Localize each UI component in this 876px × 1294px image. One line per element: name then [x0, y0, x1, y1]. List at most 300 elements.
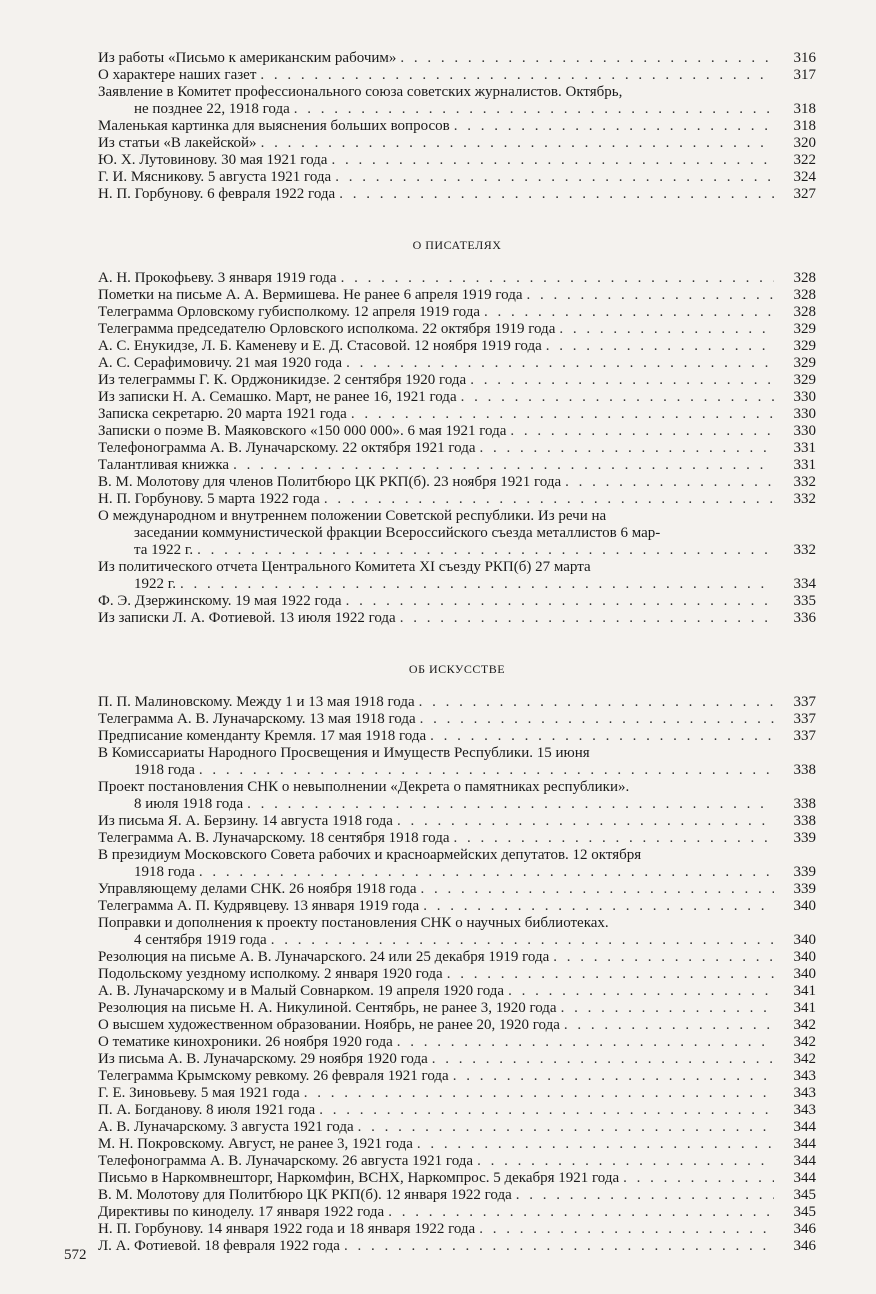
dot-leader: [546, 338, 774, 355]
section-heading: ОБ ИСКУССТВЕ: [408, 662, 506, 676]
toc-entry-title: А. В. Луначарскому и в Малый Совнарком. 19 апреля 1920 года: [98, 983, 505, 999]
toc-entry-title: Предписание коменданту Кремля. 17 мая 1918 года: [98, 728, 427, 744]
toc-entry: [98, 728, 816, 745]
toc-entry-title: Ф. Э. Дзержинскому. 19 мая 1922 года: [98, 593, 342, 609]
dot-leader: [388, 1204, 774, 1221]
toc-entry-page: 336: [793, 610, 816, 626]
toc-entry-page: 330: [793, 406, 816, 422]
dot-leader: [516, 1187, 774, 1204]
dot-leader: [180, 576, 774, 593]
dot-leader: [423, 898, 774, 915]
toc-entry-title: В. М. Молотову для Политбюро ЦК РКП(б). 12 января 1922 года: [98, 1187, 512, 1203]
toc-entry-title: Из статьи «В лакейской»: [98, 135, 257, 151]
toc-entry-title: Телеграмма А. П. Кудрявцеву. 13 января 1919 года: [98, 898, 420, 914]
toc-entry-title: Записки о поэме В. Маяковского «150 000 000». 6 мая 1921 года: [98, 423, 507, 439]
dot-leader: [247, 796, 774, 813]
toc-entry: [98, 745, 816, 779]
toc-entry-page: 328: [793, 270, 816, 286]
toc-entry-line: [98, 84, 816, 101]
toc-entry-title: Из письма Я. А. Берзину. 14 августа 1918 года: [98, 813, 393, 829]
toc-entry: [98, 1068, 816, 1085]
toc-entry-line: [98, 1238, 816, 1255]
toc-entry-line: [98, 949, 816, 966]
toc-entry-line: [98, 779, 816, 796]
toc-entry: [98, 1119, 816, 1136]
dot-leader: [351, 406, 774, 423]
toc-entry: [98, 1136, 816, 1153]
toc-entry: [98, 983, 816, 1000]
toc-entry-line: [98, 864, 816, 881]
toc-entry: [98, 169, 816, 186]
toc-entry-line: [98, 813, 816, 830]
toc-entry-page: 340: [793, 932, 816, 948]
toc-entry-page: 337: [793, 728, 816, 744]
toc-entry-title: Записка секретарю. 20 марта 1921 года: [98, 406, 347, 422]
toc-entry-page: 344: [793, 1153, 816, 1169]
toc-entry-page: 318: [793, 118, 816, 134]
toc-entry-page: 329: [793, 338, 816, 354]
dot-leader: [561, 1000, 774, 1017]
toc-entry-line: [98, 1153, 816, 1170]
toc-entry-page: 339: [793, 881, 816, 897]
toc-entry: [98, 694, 816, 711]
toc-entry-title: Г. И. Мясникову. 5 августа 1921 года: [98, 169, 332, 185]
toc-entry-page: 320: [793, 135, 816, 151]
toc-section: [98, 203, 816, 627]
toc-entry: [98, 135, 816, 152]
toc-entry-title: Заявление в Комитет профессионального союза советских журналистов. Октябрь,: [98, 84, 623, 100]
toc-entry-line: [98, 423, 816, 440]
toc-entry-title: Н. П. Горбунову. 14 января 1922 года и 18 января 1922 года: [98, 1221, 476, 1237]
toc-entry-page: 337: [793, 711, 816, 727]
toc-entry: [98, 84, 816, 118]
toc-entry-page: 331: [793, 440, 816, 456]
toc-entry-line: [98, 728, 816, 745]
toc-entry-page: 328: [793, 304, 816, 320]
toc-entry: [98, 67, 816, 84]
toc-entry: [98, 559, 816, 593]
toc-entry-title: П. А. Богданову. 8 июля 1921 года: [98, 1102, 316, 1118]
dot-leader: [508, 983, 774, 1000]
toc-entry: [98, 50, 816, 67]
toc-entry-line: [98, 576, 816, 593]
toc-entry: [98, 118, 816, 135]
toc-entry-page: 330: [793, 389, 816, 405]
toc-entry-line: [98, 1017, 816, 1034]
toc-entry-title: Из записки Н. А. Семашко. Март, не ранее 16, 1921 года: [98, 389, 457, 405]
toc-entry-line: [98, 830, 816, 847]
toc-entry: [98, 1153, 816, 1170]
dot-leader: [294, 101, 774, 118]
dot-leader: [419, 694, 774, 711]
toc-entry-title: Из работы «Письмо к американским рабочим»: [98, 50, 397, 66]
toc-entry-title: В Комиссариаты Народного Просвещения и Имуществ Республики. 15 июня: [98, 745, 590, 761]
toc-entry-title: Ю. Х. Лутовинову. 30 мая 1921 года: [98, 152, 328, 168]
toc-entry-page: 338: [793, 813, 816, 829]
toc-entry-page: 344: [793, 1170, 816, 1186]
toc-entry: [98, 270, 816, 287]
toc-entry: [98, 881, 816, 898]
toc-entry-line: [98, 593, 816, 610]
toc-entry-title: Телеграмма председателю Орловского исполкома. 22 октября 1919 года: [98, 321, 556, 337]
dot-leader: [510, 423, 774, 440]
toc-entry: [98, 1221, 816, 1238]
toc-entry: [98, 304, 816, 321]
toc-entry: [98, 830, 816, 847]
toc-entry-title: Из записки Л. А. Фотиевой. 13 июля 1922 года: [98, 610, 396, 626]
toc-entry-title: Управляющему делами СНК. 26 ноября 1918 года: [98, 881, 417, 897]
toc-entry-title: Г. Е. Зиновьеву. 5 мая 1921 года: [98, 1085, 300, 1101]
toc-entry-page: 344: [793, 1119, 816, 1135]
toc-entry-page: 334: [793, 576, 816, 592]
toc-entry-line: [98, 372, 816, 389]
toc-entry-title: Подольскому уездному исполкому. 2 января 1920 года: [98, 966, 443, 982]
toc-entry: [98, 1170, 816, 1187]
dot-leader: [341, 270, 774, 287]
toc-entry-line: [98, 355, 816, 372]
toc-entry-line: [98, 440, 816, 457]
toc-entry: [98, 1034, 816, 1051]
page-number: 572: [64, 1247, 87, 1263]
section-spacer: [98, 678, 816, 694]
dot-leader: [564, 1017, 774, 1034]
dot-leader: [397, 1034, 774, 1051]
toc-entry-title: А. С. Серафимовичу. 21 мая 1920 года: [98, 355, 343, 371]
toc-entry-title: А. Н. Прокофьеву. 3 января 1919 года: [98, 270, 337, 286]
toc-entry-line: [98, 796, 816, 813]
toc-entry-title: Резолюция на письме Н. А. Никулиной. Сентябрь, не ранее 3, 1920 года: [98, 1000, 557, 1016]
toc-entry-title: Талантливая книжка: [98, 457, 230, 473]
toc-entry-page: 329: [793, 372, 816, 388]
toc-entry-page: 335: [793, 593, 816, 609]
toc-entry-line: [98, 508, 816, 525]
dot-leader: [526, 287, 774, 304]
toc-entry: [98, 1204, 816, 1221]
toc-entry: [98, 338, 816, 355]
dot-leader: [430, 728, 774, 745]
dot-leader: [417, 1136, 774, 1153]
toc-entry-title: Н. П. Горбунову. 6 февраля 1922 года: [98, 186, 336, 202]
dot-leader: [304, 1085, 774, 1102]
toc-entry: [98, 423, 816, 440]
toc-entry-page: 341: [793, 983, 816, 999]
dot-leader: [199, 864, 774, 881]
dot-leader: [421, 881, 774, 898]
toc-entry-title: 1918 года: [134, 762, 195, 778]
toc-entry-page: 329: [793, 321, 816, 337]
dot-leader: [261, 135, 774, 152]
toc-entry-title: Телефонограмма А. В. Луначарскому. 26 августа 1921 года: [98, 1153, 474, 1169]
toc-entry: [98, 1238, 816, 1255]
toc-entry: [98, 1102, 816, 1119]
toc-entry-line: [98, 118, 816, 135]
toc-entry-line: [98, 135, 816, 152]
toc-entry-title: заседании коммунистической фракции Всероссийского съезда металлистов 6 мар-: [134, 525, 661, 541]
toc-entry-title: 1918 года: [134, 864, 195, 880]
section-spacer: [98, 627, 816, 661]
toc-entry-line: [98, 966, 816, 983]
dot-leader: [331, 152, 774, 169]
toc-entry-page: 338: [793, 796, 816, 812]
dot-leader: [260, 67, 774, 84]
toc-entry-title: О тематике кинохроники. 26 ноября 1920 года: [98, 1034, 393, 1050]
dot-leader: [335, 169, 774, 186]
toc-entry: [98, 915, 816, 949]
toc-entry-title: Телеграмма А. В. Луначарскому. 18 сентября 1918 года: [98, 830, 450, 846]
dot-leader: [346, 355, 774, 372]
dot-leader: [484, 304, 774, 321]
toc-entry-page: 338: [793, 762, 816, 778]
toc-entry: [98, 898, 816, 915]
toc-entry-page: 331: [793, 457, 816, 473]
toc-entry: [98, 152, 816, 169]
toc-entry-title: 1922 г.: [134, 576, 176, 592]
toc-entry-title: Телеграмма А. В. Луначарскому. 13 мая 1918 года: [98, 711, 416, 727]
toc-entry-title: О международном и внутреннем положении Советской республики. Из речи на: [98, 508, 607, 524]
dot-leader: [477, 1153, 774, 1170]
toc-entry-title: Н. П. Горбунову. 5 марта 1922 года: [98, 491, 320, 507]
toc-entry-page: 344: [793, 1136, 816, 1152]
toc-entry: [98, 1000, 816, 1017]
toc-entry: [98, 949, 816, 966]
toc-entry-page: 346: [793, 1221, 816, 1237]
toc-entry-line: [98, 1204, 816, 1221]
toc-entry-title: О характере наших газет: [98, 67, 257, 83]
toc-entry: [98, 508, 816, 559]
toc-entry-title: М. Н. Покровскому. Август, не ранее 3, 1921 года: [98, 1136, 413, 1152]
toc-entry: [98, 372, 816, 389]
toc-entry-line: [98, 304, 816, 321]
toc-entry-line: [98, 745, 816, 762]
toc-entry-page: 332: [793, 542, 816, 558]
dot-leader: [623, 1170, 774, 1187]
dot-leader: [447, 966, 774, 983]
dot-leader: [454, 830, 774, 847]
dot-leader: [346, 593, 774, 610]
dot-leader: [454, 118, 774, 135]
toc-entry-line: [98, 1000, 816, 1017]
toc-entry-page: 346: [793, 1238, 816, 1254]
toc-entry-page: 340: [793, 949, 816, 965]
toc-entry-title: Поправки и дополнения к проекту постановления СНК о научных библиотеках.: [98, 915, 609, 931]
toc-entry-page: 332: [793, 474, 816, 490]
toc-entry: [98, 389, 816, 406]
toc-entry: [98, 474, 816, 491]
toc-entry: [98, 813, 816, 830]
dot-leader: [271, 932, 774, 949]
toc-entry-line: [98, 321, 816, 338]
toc-entry-line: [98, 1102, 816, 1119]
dot-leader: [461, 389, 774, 406]
toc-entry-page: 328: [793, 287, 816, 303]
dot-leader: [470, 372, 774, 389]
toc-entry-line: [98, 1119, 816, 1136]
toc-page: [98, 50, 816, 1255]
toc-entry-line: [98, 287, 816, 304]
toc-entry-title: Из телеграммы Г. К. Орджоникидзе. 2 сентября 1920 года: [98, 372, 467, 388]
toc-entry: [98, 711, 816, 728]
toc-entry-title: Директивы по киноделу. 17 января 1922 года: [98, 1204, 385, 1220]
dot-leader: [397, 813, 774, 830]
toc-entry-page: 342: [793, 1034, 816, 1050]
toc-entry-line: [98, 1221, 816, 1238]
toc-entry-line: [98, 881, 816, 898]
toc-entry: [98, 1051, 816, 1068]
toc-entry-line: [98, 406, 816, 423]
dot-leader: [453, 1068, 774, 1085]
toc-entry-page: 332: [793, 491, 816, 507]
section-spacer: [98, 254, 816, 270]
toc-entry-line: [98, 474, 816, 491]
toc-entry-page: 330: [793, 423, 816, 439]
toc-entry-page: 343: [793, 1085, 816, 1101]
toc-entry-line: [98, 338, 816, 355]
toc-entry-page: 324: [793, 169, 816, 185]
toc-entry-line: [98, 1187, 816, 1204]
toc-entry-title: Из политического отчета Центрального Комитета XI съезду РКП(б) 27 марта: [98, 559, 591, 575]
toc-entry-line: [98, 694, 816, 711]
toc-entry-line: [98, 457, 816, 474]
toc-entry: [98, 610, 816, 627]
toc-entry-title: А. В. Луначарскому. 3 августа 1921 года: [98, 1119, 354, 1135]
dot-leader: [420, 711, 774, 728]
toc-entry-line: [98, 186, 816, 203]
toc-entry: [98, 593, 816, 610]
toc-entry: [98, 406, 816, 423]
toc-entry-page: 343: [793, 1102, 816, 1118]
toc-entry-line: [98, 983, 816, 1000]
toc-entry-line: [98, 67, 816, 84]
dot-leader: [358, 1119, 774, 1136]
toc-entry-title: П. П. Малиновскому. Между 1 и 13 мая 1918 года: [98, 694, 415, 710]
toc-entry-title: Резолюция на письме А. В. Луначарского. 24 или 25 декабря 1919 года: [98, 949, 550, 965]
toc-entry: [98, 1085, 816, 1102]
toc-entry: [98, 847, 816, 881]
toc-entry-title: Телеграмма Крымскому ревкому. 26 февраля 1921 года: [98, 1068, 449, 1084]
dot-leader: [480, 440, 775, 457]
toc-entry-line: [98, 1034, 816, 1051]
toc-entry-title: В президиум Московского Совета рабочих и красноармейских депутатов. 12 октября: [98, 847, 642, 863]
toc-entry-page: 322: [793, 152, 816, 168]
dot-leader: [400, 50, 774, 67]
dot-leader: [199, 762, 774, 779]
dot-leader: [479, 1221, 774, 1238]
toc-entry-line: [98, 152, 816, 169]
toc-entry-title: Л. А. Фотиевой. 18 февраля 1922 года: [98, 1238, 340, 1254]
toc-entry: [98, 287, 816, 304]
toc-entry-page: 343: [793, 1068, 816, 1084]
toc-entry-page: 339: [793, 864, 816, 880]
toc-entry: [98, 1187, 816, 1204]
toc-entry-page: 317: [793, 67, 816, 83]
toc-entry-page: 345: [793, 1187, 816, 1203]
toc-entry-line: [98, 1068, 816, 1085]
toc-entry-line: [98, 101, 816, 118]
toc-entry-page: 340: [793, 966, 816, 982]
dot-leader: [339, 186, 774, 203]
toc-entry: [98, 966, 816, 983]
toc-entry-title: не позднее 22, 1918 года: [134, 101, 290, 117]
toc-entry-line: [98, 270, 816, 287]
toc-entry: [98, 457, 816, 474]
dot-leader: [233, 457, 774, 474]
toc-entry-page: 337: [793, 694, 816, 710]
toc-entry-title: Письмо в Наркомвнешторг, Наркомфин, ВСНХ, Наркомпрос. 5 декабря 1921 года: [98, 1170, 620, 1186]
toc-entry-page: 339: [793, 830, 816, 846]
toc-entry: [98, 1017, 816, 1034]
toc-entry-title: 8 июля 1918 года: [134, 796, 244, 812]
toc-entry-line: [98, 1170, 816, 1187]
toc-section: [98, 50, 816, 203]
toc-entry-page: 318: [793, 101, 816, 117]
toc-entry-line: [98, 1051, 816, 1068]
toc-entry: [98, 779, 816, 813]
toc-entry-title: Проект постановления СНК о невыполнении «Декрета о памятниках республики».: [98, 779, 630, 795]
toc-entry-title: 4 сентября 1919 года: [134, 932, 267, 948]
toc-entry-line: [98, 932, 816, 949]
toc-entry-title: Телеграмма Орловскому губисполкому. 12 апреля 1919 года: [98, 304, 480, 320]
toc-entry-line: [98, 389, 816, 406]
toc-entry-page: 340: [793, 898, 816, 914]
toc-entry: [98, 440, 816, 457]
toc-entry-line: [98, 1136, 816, 1153]
toc-entry-page: 342: [793, 1017, 816, 1033]
toc-entry-page: 329: [793, 355, 816, 371]
toc-entry-line: [98, 169, 816, 186]
toc-entry-title: Телефонограмма А. В. Луначарскому. 22 октября 1921 года: [98, 440, 476, 456]
dot-leader: [565, 474, 774, 491]
toc-entry-line: [98, 898, 816, 915]
toc-entry-line: [98, 610, 816, 627]
dot-leader: [400, 610, 774, 627]
toc-entry-line: [98, 1085, 816, 1102]
toc-entry-line: [98, 559, 816, 576]
toc-entry-page: 341: [793, 1000, 816, 1016]
toc-entry-line: [98, 762, 816, 779]
toc-entry-page: 327: [793, 186, 816, 202]
toc-entry-title: О высшем художественном образовании. Ноябрь, не ранее 20, 1920 года: [98, 1017, 560, 1033]
toc-entry: [98, 321, 816, 338]
toc-entry-title: та 1922 г.: [134, 542, 194, 558]
dot-leader: [324, 491, 774, 508]
toc-entry-page: 316: [793, 50, 816, 66]
dot-leader: [553, 949, 774, 966]
toc-entry-page: 342: [793, 1051, 816, 1067]
toc-section: [98, 627, 816, 1255]
toc-entry-page: 345: [793, 1204, 816, 1220]
dot-leader: [197, 542, 774, 559]
dot-leader: [432, 1051, 774, 1068]
toc-entry-title: Маленькая картинка для выяснения больших вопросов: [98, 118, 450, 134]
toc-entry-title: Пометки на письме А. А. Вермишева. Не ранее 6 апреля 1919 года: [98, 287, 523, 303]
toc-entry: [98, 355, 816, 372]
toc-entry: [98, 491, 816, 508]
toc-entry-line: [98, 50, 816, 67]
toc-entry-line: [98, 847, 816, 864]
toc-entry-title: А. С. Енукидзе, Л. Б. Каменеву и Е. Д. Стасовой. 12 ноября 1919 года: [98, 338, 542, 354]
toc-entry-line: [98, 915, 816, 932]
dot-leader: [559, 321, 774, 338]
toc-entry-line: [98, 525, 816, 542]
dot-leader: [319, 1102, 774, 1119]
section-spacer: [98, 203, 816, 237]
dot-leader: [344, 1238, 774, 1255]
toc-entry-line: [98, 491, 816, 508]
toc-entry: [98, 186, 816, 203]
toc-entry-line: [98, 542, 816, 559]
section-heading: О ПИСАТЕЛЯХ: [412, 238, 502, 252]
toc-entry-title: Из письма А. В. Луначарскому. 29 ноября 1920 года: [98, 1051, 428, 1067]
